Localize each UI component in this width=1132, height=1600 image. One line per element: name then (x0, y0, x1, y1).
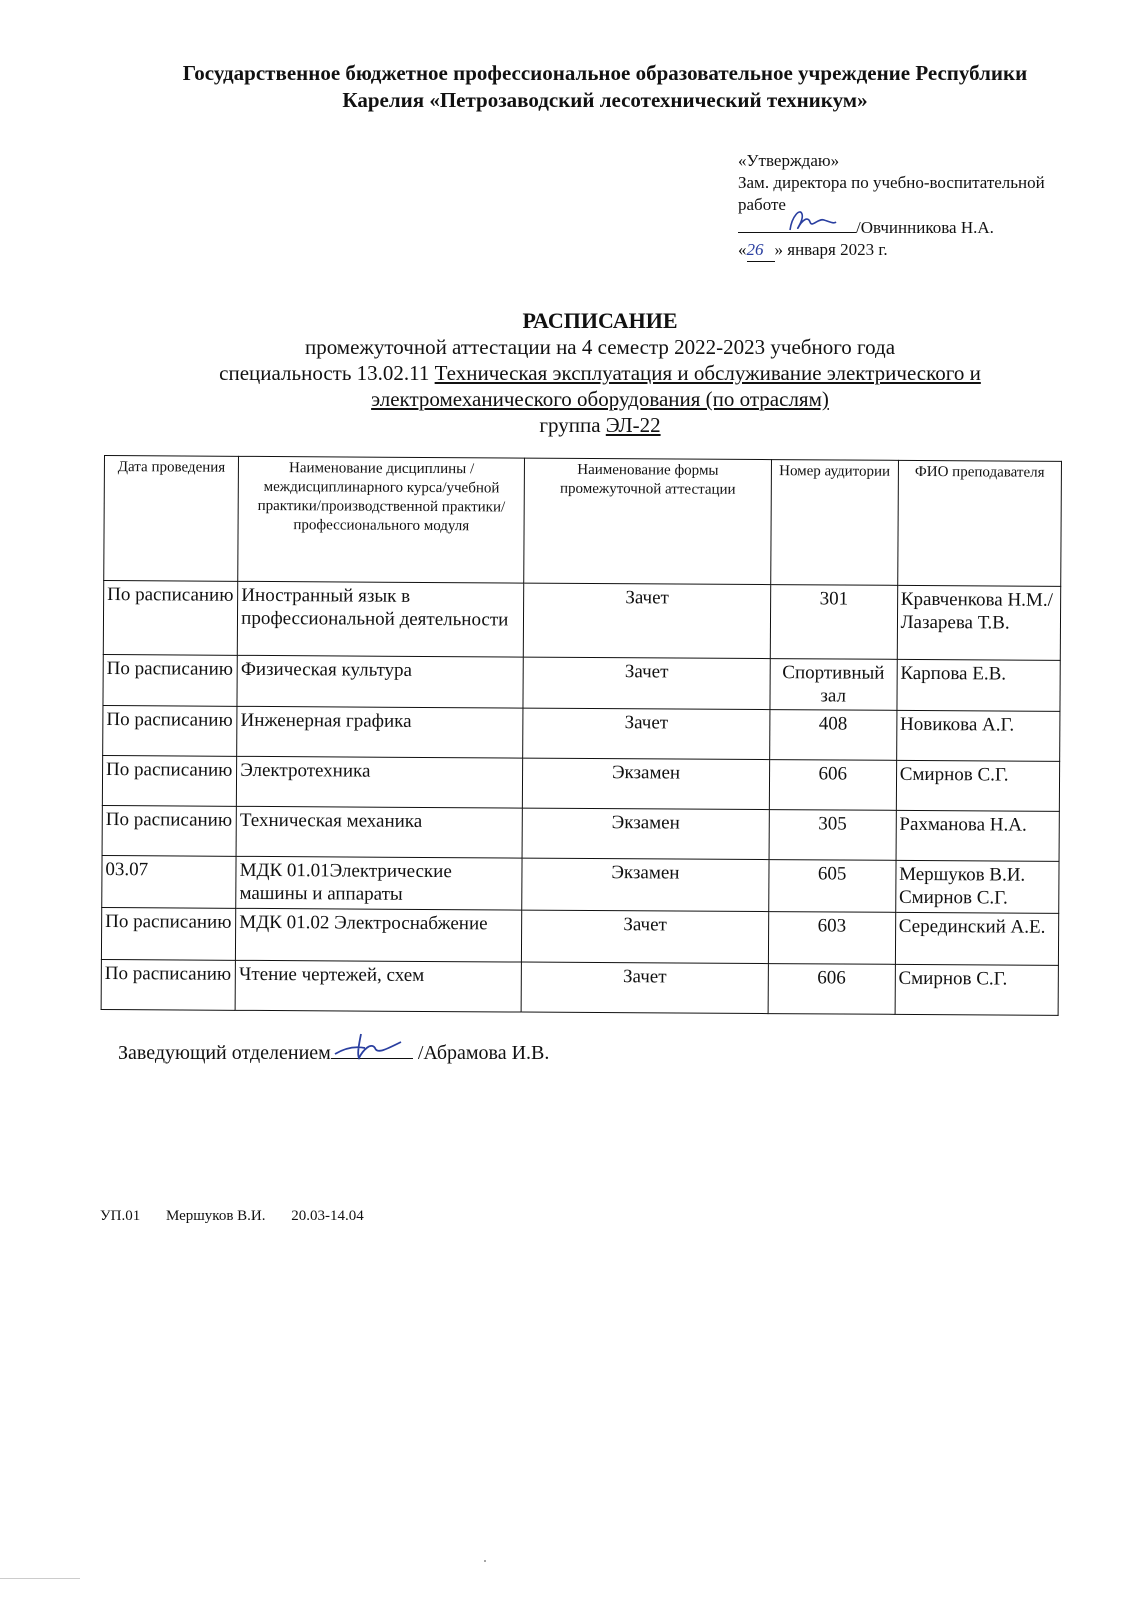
document-title (150, 308, 1050, 438)
title-specialty (150, 360, 1050, 386)
cell-room: 603 (768, 912, 895, 965)
practice-code: УП.01 (100, 1208, 141, 1224)
cell-discipline: Физическая культура (237, 655, 523, 708)
approval-signature-line (738, 216, 1118, 239)
department-head-label: Заведующий отделением (118, 1042, 331, 1064)
cell-discipline: Чтение чертежей, схем (235, 960, 521, 1012)
cell-form: Зачет (521, 962, 768, 1014)
cell-discipline: Инженерная графика (237, 706, 523, 758)
title-line-1: промежуточной аттестации на 4 семестр 2022-2023 учебного года (304, 335, 896, 359)
cell-teacher: Серединский А.Е. (895, 912, 1059, 965)
approval-date (738, 239, 1118, 262)
cell-discipline: Иностранный язык в профессиональной деятельности (237, 581, 523, 657)
header-form: Наименование формы промежуточной аттестации (524, 458, 771, 585)
group-prefix: группа (539, 413, 601, 437)
approval-position-cont: работе (738, 195, 786, 214)
specialty-prefix: специальность 13.02.11 (219, 361, 430, 385)
practice-period: 20.03-14.04 (291, 1208, 364, 1224)
approval-date-open: « (738, 240, 747, 259)
table-row (102, 755, 1059, 811)
cell-form: Экзамен (522, 858, 769, 912)
table-row (103, 581, 1060, 661)
cell-form: Зачет (523, 657, 770, 710)
approval-title: «Утверждаю» (738, 151, 840, 170)
approval-signer: /Овчинникова Н.А. (856, 218, 994, 237)
cell-room: 305 (769, 810, 896, 861)
cell-room: 408 (769, 710, 896, 761)
table-row (101, 907, 1058, 965)
cell-teacher: Новикова А.Г. (896, 710, 1060, 761)
org-line-1: Государственное бюджетное профессиональное образовательное учреждение Республики (182, 61, 1028, 85)
cell-room: 606 (769, 760, 896, 811)
cell-room: 605 (768, 860, 895, 913)
department-head-line (118, 1040, 549, 1065)
cell-discipline: Техническая механика (236, 806, 522, 858)
cell-date: По расписанию (103, 705, 237, 756)
cell-room: 301 (770, 585, 897, 660)
specialty-name-2: электромеханического оборудования (по отраслям) (371, 387, 829, 411)
group-name: ЭЛ-22 (605, 413, 661, 437)
cell-teacher: Карпова Е.В. (897, 659, 1061, 711)
specialty-name-1: Техническая эксплуатация и обслуживание электрического и (434, 361, 981, 385)
org-line-2: Карелия «Петрозаводский лесотехнический техникум» (342, 88, 868, 112)
approval-date-rest: » января 2023 г. (774, 240, 888, 259)
header-discipline: Наименование дисциплины /междисциплинарного курса/учебной практики/производственной практики/профессионального модуля (238, 456, 525, 583)
cell-form: Экзамен (522, 808, 769, 860)
cell-teacher: Мершуков В.И. Смирнов С.Г. (895, 860, 1059, 913)
approval-date-day-wrap (747, 239, 775, 262)
scan-speck (484, 1560, 486, 1562)
cell-room: 606 (768, 964, 895, 1015)
cell-discipline: МДК 01.02 Электроснабжение (236, 908, 522, 962)
table-header-row (104, 456, 1062, 587)
title-main: РАСПИСАНИЕ (522, 308, 678, 333)
cell-form: Зачет (524, 583, 771, 659)
cell-date: По расписанию (103, 581, 238, 656)
cell-teacher: Смирнов С.Г. (895, 964, 1059, 1015)
cell-date: По расписанию (103, 654, 237, 706)
header-date: Дата проведения (104, 456, 239, 582)
cell-date: По расписанию (102, 755, 236, 806)
cell-form: Зачет (523, 708, 770, 760)
practice-person: Мершуков В.И. (165, 1208, 266, 1224)
signature-icon (331, 1028, 413, 1062)
cell-discipline: Электротехника (237, 756, 523, 808)
cell-date: 03.07 (102, 855, 237, 908)
approval-position: Зам. директора по учебно-воспитательной (738, 173, 1045, 192)
approval-date-day: 26 (746, 240, 764, 259)
schedule-table (101, 455, 1062, 1016)
title-group (150, 412, 1050, 438)
cell-date: По расписанию (102, 805, 236, 856)
department-head-name: /Абрамова И.В. (417, 1042, 550, 1064)
signature-blank (738, 216, 856, 233)
scan-edge (0, 1578, 80, 1579)
department-head-signature-blank (331, 1040, 413, 1059)
cell-form: Зачет (522, 910, 769, 964)
table-row (102, 805, 1059, 861)
cell-teacher: Кравченкова Н.М./ Лазарева Т.В. (897, 585, 1061, 660)
cell-room: Спортивный зал (770, 659, 897, 711)
cell-discipline: МДК 01.01Электрические машины и аппараты (236, 856, 522, 910)
header-teacher: ФИО преподавателя (897, 460, 1061, 586)
cell-form: Экзамен (523, 758, 770, 810)
table-row (103, 705, 1060, 761)
approval-block (738, 150, 1118, 262)
table-row (102, 855, 1059, 913)
practice-note (100, 1208, 386, 1225)
cell-date: По расписанию (101, 959, 235, 1010)
cell-date: По расписанию (101, 907, 236, 960)
signature-icon (738, 206, 856, 236)
header-room: Номер аудитории (770, 460, 898, 586)
cell-teacher: Рахманова Н.А. (896, 810, 1060, 861)
cell-teacher: Смирнов С.Г. (896, 760, 1060, 811)
table-row (103, 654, 1060, 711)
organization-name (130, 60, 1080, 114)
table-row (101, 959, 1058, 1015)
